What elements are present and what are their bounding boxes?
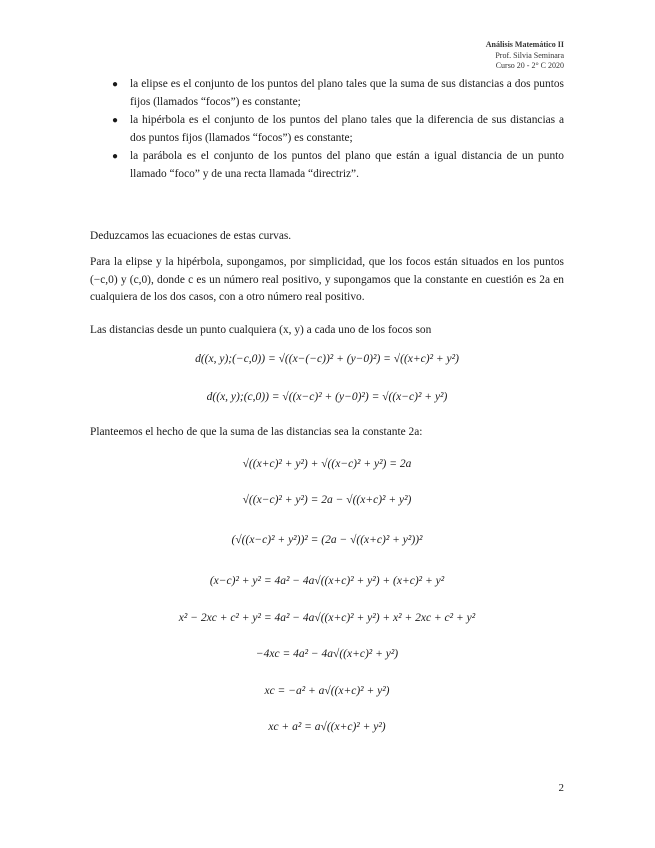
equation-1: d((x, y);(−c,0)) = √((x−(−c))² + (y−0)²) = √((x+c)² + y²) — [195, 353, 459, 365]
equation-8: −4xc = 4a² − 4a√((x+c)² + y²) — [255, 648, 399, 660]
equation-9: xc = −a² + a√((x+c)² + y²) — [264, 685, 390, 697]
bullet-icon: ● — [112, 115, 119, 127]
header-author: Prof. Silvia Seminara — [495, 50, 564, 60]
header-title: Análisis Matemático II — [485, 40, 564, 49]
definition-hyperbola: ● la hipérbola es el conjunto de los puntos del plano tales que la diferencia de sus distancias a dos puntos fijos (llamados “focos”) es constante; — [112, 114, 564, 144]
paragraph-distances: Las distancias desde un punto cualquiera (x, y) a cada uno de los focos son — [90, 324, 432, 336]
bullet-icon: ● — [112, 79, 119, 90]
equation-10: xc + a² = a√((x+c)² + y²) — [268, 721, 386, 733]
paragraph-intro: Deduzcamos las ecuaciones de estas curvas. — [90, 230, 292, 242]
page-content — [90, 76, 564, 733]
definition-parabola: ● la parábola es el conjunto de los puntos del plano que están a igual distancia de un punto llamado “foco” y de una recta llamada “directriz”. — [112, 150, 564, 180]
paragraph-sum: Planteemos el hecho de que la suma de las distancias sea la constante 2a: — [90, 426, 423, 438]
bullet-icon: ● — [112, 151, 119, 163]
equation-7: x² − 2xc + c² + y² = 4a² − 4a√((x+c)² + y²) + x² + 2xc + c² + y² — [178, 612, 476, 624]
page-number: 2 — [558, 782, 564, 794]
definition-ellipse: ● la elipse es el conjunto de los puntos del plano tales que la suma de sus distancias a dos puntos fijos (llamados “focos”) es constante; — [112, 78, 564, 108]
definitions-list — [90, 76, 564, 184]
header-course: Curso 20 - 2° C 2020 — [495, 61, 564, 70]
equation-5: (√((x−c)² + y²))² = (2a − √((x+c)² + y²))² — [231, 534, 423, 546]
equation-2: d((x, y);(c,0)) = √((x−c)² + (y−0)²) = √((x−c)² + y²) — [206, 391, 448, 403]
paragraph-assumptions: Para la elipse y la hipérbola, supongamos, por simplicidad, que los focos están situados en los puntos (−c,0) y (c,0), donde c es un número real positivo, y supongamos que la constante en cuestión es 2a en cualquiera de los dos casos, con a otro número real positivo. — [90, 256, 564, 304]
equation-6: (x−c)² + y² = 4a² − 4a√((x+c)² + y²) + (x+c)² + y² — [209, 575, 445, 587]
equation-3: √((x+c)² + y²) + √((x−c)² + y²) = 2a — [242, 458, 412, 470]
equation-4: √((x−c)² + y²) = 2a − √((x+c)² + y²) — [242, 494, 412, 506]
page-header — [486, 40, 564, 72]
